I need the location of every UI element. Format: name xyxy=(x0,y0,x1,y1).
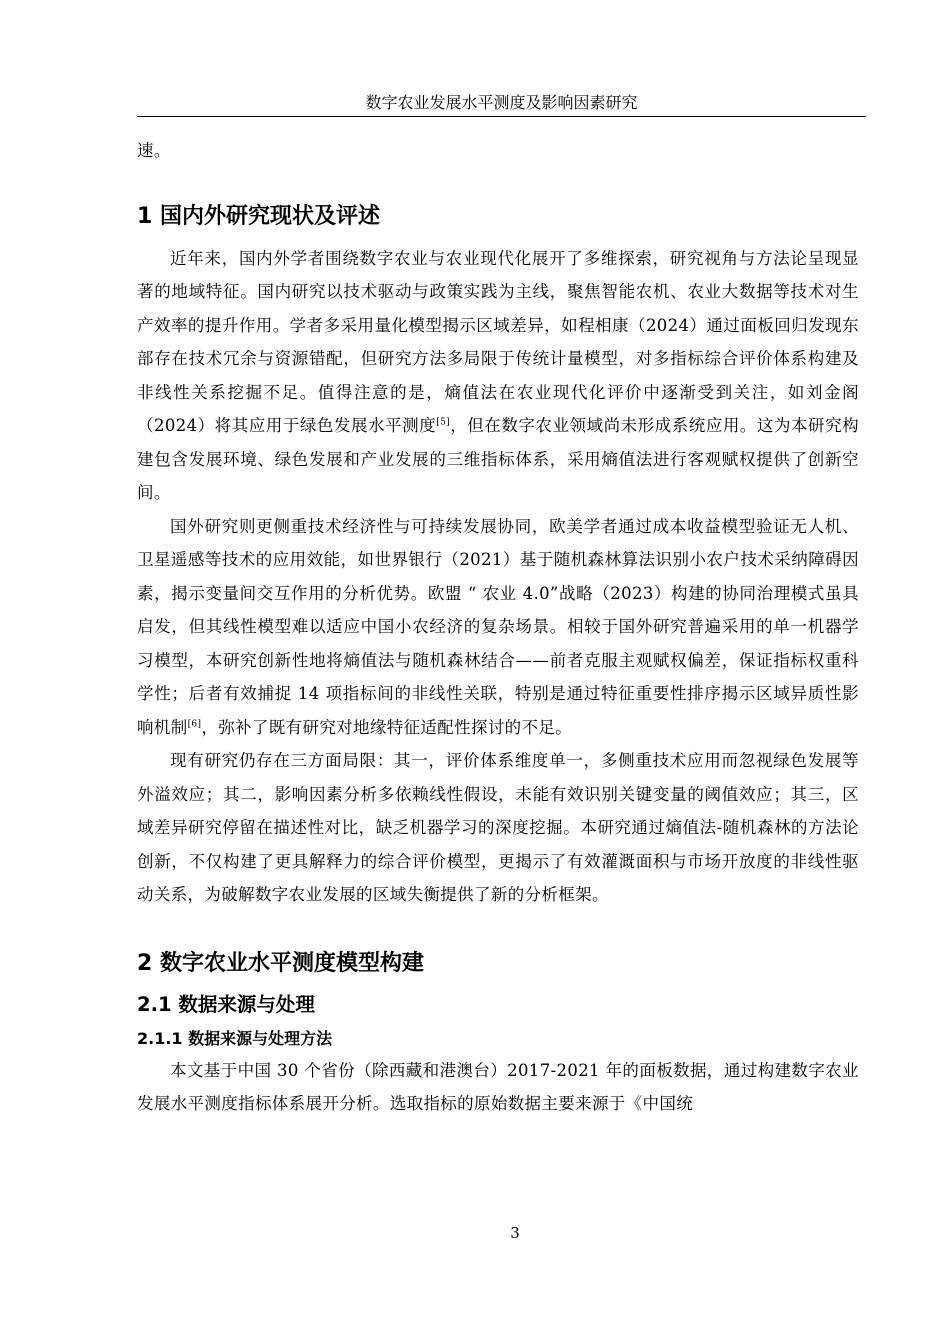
subsubsection-2-1-1-heading: 2.1.1 数据来源与处理方法 xyxy=(137,1028,333,1048)
paragraph-text-tail: ，弥补了既有研究对地缘特征适配性探讨的不足。 xyxy=(201,717,573,737)
subsection-2-1-heading: 2.1 数据来源与处理 xyxy=(137,992,315,1016)
paragraph-data-source: 本文基于中国 30 个省份（除西藏和港澳台）2017-2021 年的面板数据，通过构建数字农业发展水平测度指标体系展开分析。选取指标的原始数据主要来源于《中国统 xyxy=(137,1060,859,1113)
citation-ref: [6] xyxy=(187,719,202,729)
carryover-paragraph: 速。 xyxy=(137,141,171,160)
citation-ref: [5] xyxy=(436,417,451,428)
page-body xyxy=(137,134,859,1121)
paragraph-text: 国外研究则更侧重技术经济性与可持续发展协同，欧美学者通过成本收益模型验证无人机、卫星遥感等技术的应用效能，如世界银行（2021）基于随机森林算法识别小农户技术采纳障碍因素，揭示变量间交互作用的分析优势。欧盟 “ 农业 4.0”战略（2023）构建的协同治理模式虽具启发，但其线性模型难以适应中国小农经济的复杂场景。相较于国外研究普遍采用的单一机器学习模型，本研究创新性地将熵值法与随机森林结合——前者克服主观赋权偏差，保证指标权重科学性；后者有效捕捉 14 项指标间的非线性关联，特别是通过特征重要性排序揭示区域异质性影响机制 xyxy=(137,516,859,737)
paragraph-text-tail: ，但在数字农业领域尚未形成系统应用。这为本研究构建包含发展环境、绿色发展和产业发展的三维指标体系，采用熵值法进行客观赋权提供了创新空间。 xyxy=(137,416,859,502)
paragraph-research-status xyxy=(137,242,859,510)
paragraph-limitations: 现有研究仍存在三方面局限：其一，评价体系维度单一，多侧重技术应用而忽视绿色发展等外溢效应；其二，影响因素分析多依赖线性假设，未能有效识别关键变量的阈值效应；其三，区域差异研究停留在描述性对比，缺乏机器学习的深度挖掘。本研究通过熵值法-随机森林的方法论创新，不仅构建了更具解释力的综合评价模型，更揭示了有效灌溉面积与市场开放度的非线性驱动关系，为破解数字农业发展的区域失衡提供了新的分析框架。 xyxy=(137,751,859,904)
paragraph-text: 近年来，国内外学者围绕数字农业与农业现代化展开了多维探索，研究视角与方法论呈现显著的地域特征。国内研究以技术驱动与政策实践为主线，聚焦智能农机、农业大数据等技术对生产效率的提升作用。学者多采用量化模型揭示区域差异，如程相康（2024）通过面板回归发现东部存在技术冗余与资源错配，但研究方法多局限于传统计量模型，对多指标综合评价体系构建及非线性关系挖掘不足。值得注意的是，熵值法在农业现代化评价中逐渐受到关注，如刘金阁（2024）将其应用于绿色发展水平测度 xyxy=(137,248,859,435)
section-2-heading: 2 数字农业水平测度模型构建 xyxy=(137,950,424,976)
running-header: 数字农业发展水平测度及影响因素研究 xyxy=(365,93,638,112)
header-rule xyxy=(137,116,866,117)
page-number: 3 xyxy=(510,1224,520,1242)
section-1-heading: 1 国内外研究现状及评述 xyxy=(137,203,380,229)
paragraph-foreign-research xyxy=(137,510,859,745)
